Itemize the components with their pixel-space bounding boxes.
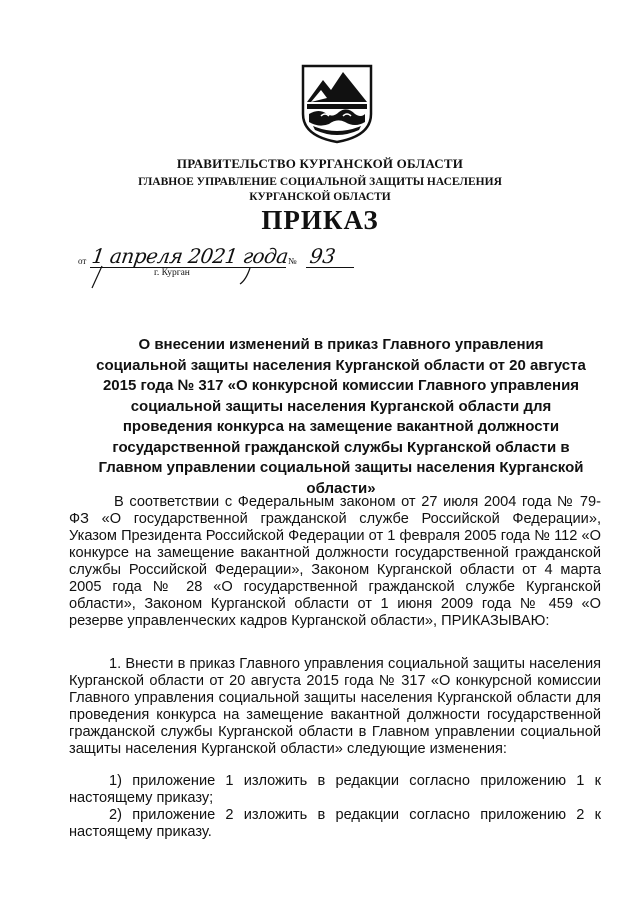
org-name-line: КУРГАНСКОЙ ОБЛАСТИ bbox=[249, 191, 391, 203]
document-title: О внесении изменений в приказ Главного управления социальной защиты населения Курганской области от 20 августа 2015 года № 317 «О конкурсной комиссии Главного управления социальной защиты населения Курганской области для проведения конкурса на замещение вакантной должности государственной гражданской службы Курганской области в Главном управлении социальной защиты населения Курганской области» bbox=[96, 336, 586, 497]
org-name-line: ГЛАВНОЕ УПРАВЛЕНИЕ СОЦИАЛЬНОЙ ЗАЩИТЫ НАСЕЛЕНИЯ bbox=[138, 176, 502, 188]
body-paragraph-subitem-1: 1) приложение 1 изложить в редакции согласно приложению 1 к настоящему приказу; bbox=[69, 773, 601, 806]
coat-of-arms-icon bbox=[299, 62, 375, 144]
org-name-department bbox=[0, 175, 640, 205]
document-type: ПРИКАЗ bbox=[261, 205, 379, 235]
date-prefix: от bbox=[78, 256, 87, 266]
body-paragraph-item-1: 1. Внести в приказ Главного управления социальной защиты населения Курганской области от 20 августа 2015 года № 317 «О конкурсной комиссии Главного управления социальной защиты населения Курганской области для проведения конкурса на замещение вакантной должности государственной гражданской службы Курганской области в Главном управлении социальной защиты населения Курганской области» следующие изменения: bbox=[69, 656, 601, 757]
date-number-line bbox=[78, 246, 378, 286]
org-name-government: ПРАВИТЕЛЬСТВО КУРГАНСКОЙ ОБЛАСТИ bbox=[176, 156, 464, 171]
number-label: № bbox=[288, 256, 297, 266]
body-paragraph-preamble: В соответствии с Федеральным законом от 27 июля 2004 года № 79- ФЗ «О государственной гражданской службе Российской Федерации», Указом Президента Российской Федерации от 1 февраля 2005 года № 112 «О конкурсе на замещение вакантной должности государственной гражданской службы Российской Федерации», Законом Курганской области от 4 марта 2005 года № 28 «О государственной гражданской службе Курганской области», Законом Курганской области от 1 июня 2009 года № 459 «О резерве управленческих кадров Курганской области», ПРИКАЗЫВАЮ: bbox=[69, 494, 601, 629]
city-label: г. Курган bbox=[154, 268, 190, 278]
handwriting-stroke-icon bbox=[78, 246, 378, 290]
body-paragraph-subitem-2: 2) приложение 2 изложить в редакции согласно приложению 2 к настоящему приказу. bbox=[69, 807, 601, 840]
handwritten-date: 1 апреля 2021 года bbox=[90, 244, 290, 268]
handwritten-number: 93 bbox=[308, 244, 338, 268]
